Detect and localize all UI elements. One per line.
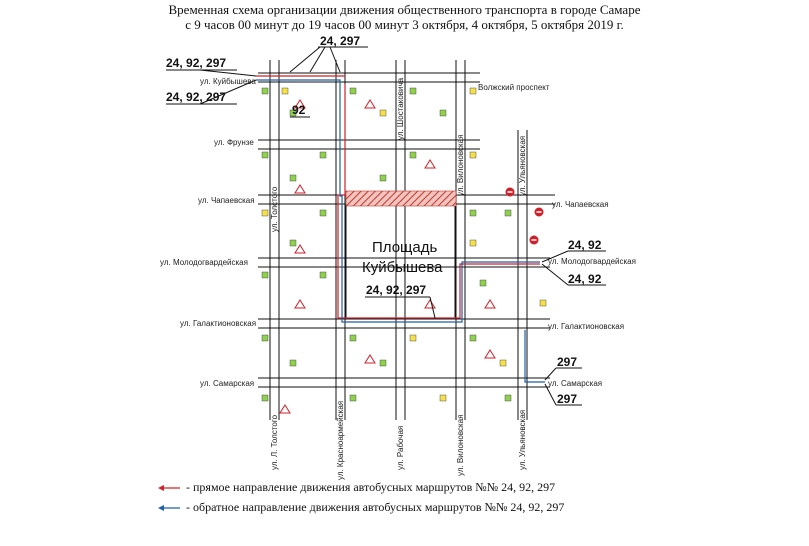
legend-reverse-text: - обратное направление движения автобусных маршрутов №№ 24, 92, 297 — [186, 500, 565, 514]
street-molodogvardeyskaya-left: ул. Молодогвардейская — [160, 258, 248, 267]
street-tolstogo-bottom: ул. Л. Толстого — [270, 414, 279, 470]
street-molodogvardeyskaya-right: ул. Молодогвардейская — [548, 257, 636, 266]
street-ulyanovskaya-top: ул. Ульяновская — [518, 135, 527, 196]
route-label-bottom-right-upper: 297 — [557, 355, 578, 369]
street-volzhsky: Волжский проспект — [478, 83, 550, 92]
street-krasnoarmeyskaya: ул. Красноармейская — [336, 400, 345, 480]
route-label-center: 24, 92, 297 — [366, 283, 427, 297]
street-samarskaya-right: ул. Самарская — [548, 379, 603, 388]
route-label-bottom-right-lower: 297 — [557, 392, 578, 406]
red-arrow-icon — [158, 483, 180, 493]
street-galaktionovskaya-left: ул. Галактионовская — [180, 319, 257, 328]
route-label-left-lower: 24, 92, 297 — [166, 90, 227, 104]
blue-arrow-icon — [158, 503, 180, 513]
closed-road-section — [346, 191, 456, 206]
street-samarskaya-left: ул. Самарская — [200, 379, 255, 388]
street-galaktionovskaya-right: ул. Галактионовская — [548, 322, 625, 331]
route-label-left-upper: 24, 92, 297 — [166, 56, 227, 70]
street-ulyanovskaya-bottom: ул. Ульяновская — [518, 409, 527, 470]
legend-forward — [158, 480, 555, 495]
legend-reverse — [158, 500, 564, 515]
legend-forward-text: - прямое направление движения автобусных маршрутов №№ 24, 92, 297 — [186, 480, 556, 494]
street-chapaevskaya-right: ул. Чапаевская — [552, 200, 609, 209]
title-line-2: с 9 часов 00 минут до 19 часов 00 минут 3 октября, 4 октября, 5 октября 2019 г. — [185, 17, 624, 32]
street-vilonovskaya-bottom: ул. Вилоновская — [456, 414, 465, 476]
route-label-right-upper: 24, 92 — [568, 238, 602, 252]
street-vilonovskaya-top: ул. Вилоновская — [456, 134, 465, 196]
route-label-top-center: 24, 297 — [320, 34, 361, 48]
route-label-inner-92: 92 — [292, 103, 306, 117]
street-kuybysheva: ул. Куйбышева — [200, 77, 256, 86]
street-shostakovicha: ул. Шостаковича — [396, 77, 405, 140]
street-tolstogo-top: ул. Толстого — [270, 186, 279, 232]
square-label-line-1: Площадь — [372, 239, 438, 256]
route-label-right-lower: 24, 92 — [568, 272, 602, 286]
street-rabochaya: ул. Рабочая — [396, 425, 405, 470]
title-line-1: Временная схема организации движения общественного транспорта в городе Самаре — [168, 2, 641, 17]
square-label-line-2: Куйбышева — [362, 259, 443, 276]
street-chapaevskaya-left: ул. Чапаевская — [198, 196, 255, 205]
street-frunze: ул. Фрунзе — [214, 138, 254, 147]
